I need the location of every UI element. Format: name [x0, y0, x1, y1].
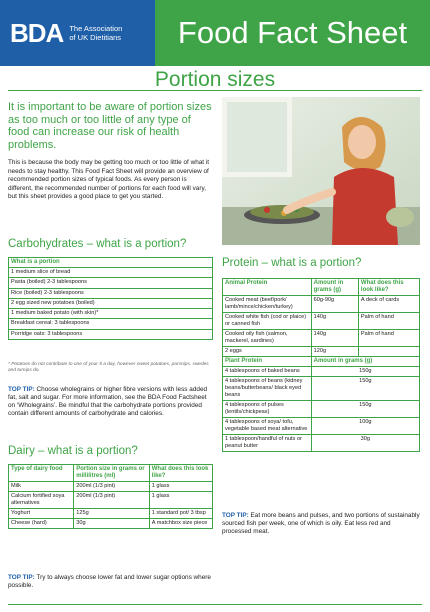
dairy-cell: 1 standard pot/ 3 tbsp: [149, 509, 212, 519]
protein-cell: A deck of cards: [358, 296, 419, 313]
carbs-footnote: * Potatoes do not contribute to one of your 5 a day, however sweet potatoes, parsnips, swedes and turnips do.: [8, 362, 209, 373]
protein-cell: 150g: [311, 377, 419, 401]
protein-header-amount: Amount in grams (g): [311, 279, 358, 296]
protein-cell: 140g: [311, 330, 358, 347]
dairy-cell: Yoghurt: [9, 509, 74, 519]
logo-text: BDA: [10, 17, 64, 48]
protein-cell: 60g-90g: [311, 296, 358, 313]
top-tip-label: TOP TIP:: [8, 574, 35, 581]
body-text: This is because the body may be getting too much or too little of what it needs to stay healthy. This Food Fact Sheet will provide an overview of recommended portion sizes of typical foods. As every person is different, the recommended number of portions for each food will vary, but this sheet provides a good place to get you started.: [8, 159, 210, 200]
carbs-cell: Porridge oats: 3 tablespoons: [9, 329, 213, 339]
top-tip-dairy: [8, 574, 213, 590]
dairy-header-type: Type of dairy food: [9, 465, 74, 482]
top-tip-wholegrains: [8, 386, 213, 418]
protein-cell: Cooked white fish (cod or plaice) or canned fish: [223, 313, 312, 330]
dairy-cell: 200ml (1/3 pint): [74, 482, 149, 492]
table-row: [9, 298, 213, 308]
bda-logo: [0, 0, 155, 66]
table-row: [223, 418, 420, 435]
dairy-cell: Cheese (hard): [9, 519, 74, 529]
dairy-header-portion: Portion size in grams or millilitres (ml): [74, 465, 149, 482]
dairy-header-look: What does this look like?: [149, 465, 212, 482]
carbs-cell: Rice (boiled) 2-3 tablespoons: [9, 288, 213, 298]
header: [0, 0, 430, 66]
dairy-cell: 30g: [74, 519, 149, 529]
protein-cell: Cooked meat (beef/pork/ lamb/mince/chicken/turkey): [223, 296, 312, 313]
carbs-table: [8, 257, 213, 340]
protein-cell: 150g: [311, 401, 419, 418]
cooking-photo: [222, 97, 420, 245]
top-tip-text: Eat more beans and pulses, and two portions of sustainably sourced fish per week, one of which is oily. Eat less red and processed meat.: [222, 512, 420, 535]
table-row: [9, 329, 213, 339]
dairy-cell: 1 glass: [149, 492, 212, 509]
protein-header-plant: Plant Protein: [223, 357, 312, 367]
table-row: [9, 519, 213, 529]
top-tip-text: Choose wholegrains or higher fibre versions with less added fat, salt and sugar. For more information, see the BDA Food Factsheet on ‘Wholegrains’. Be mindful that the carbohydrate portions provided contain different amounts of carbohydrate and calories.: [8, 386, 208, 417]
intro-text: It is important to be aware of portion sizes as too much or too little of any type of food can increase our risk of health problems.: [8, 101, 212, 151]
table-row: [223, 296, 420, 313]
divider: [8, 90, 422, 91]
protein-cell: 140g: [311, 313, 358, 330]
protein-table: [222, 278, 420, 452]
table-row: [9, 288, 213, 298]
footer-divider: [8, 604, 422, 605]
top-tip-protein: [222, 512, 420, 536]
dairy-cell: Calcium fortified soya alternatives: [9, 492, 74, 509]
protein-cell: 1 tablespoon/handful of nuts or peanut butter: [223, 435, 312, 452]
protein-cell: 2 eggs: [223, 347, 312, 357]
plant-protein-header-row: [223, 357, 420, 367]
carbs-heading: Carbohydrates – what is a portion?: [8, 238, 187, 250]
table-row: [223, 377, 420, 401]
carbs-cell: 1 medium slice of bread: [9, 268, 213, 278]
table-row: [9, 268, 213, 278]
logo-subtitle-line-2: of UK Dietitians: [69, 33, 122, 42]
title-bar: [155, 0, 430, 66]
dairy-cell: 200ml (1/3 pint): [74, 492, 149, 509]
top-tip-text: Try to always choose lower fat and lower sugar options where possible.: [8, 574, 211, 589]
page-title: Food Fact Sheet: [177, 15, 408, 50]
carbs-cell: 1 medium baked potato (with skin)*: [9, 309, 213, 319]
protein-cell: Cooked oily fish (salmon, mackerel, sardines): [223, 330, 312, 347]
protein-header-animal: Animal Protein: [223, 279, 312, 296]
table-row: [223, 330, 420, 347]
dairy-cell: 125g: [74, 509, 149, 519]
protein-cell: 4 tablespoons of soya/ tofu, vegetable based meat alternative: [223, 418, 312, 435]
dairy-cell: Milk: [9, 482, 74, 492]
protein-header-look: What does this look like?: [358, 279, 419, 296]
carbs-cell: 2 egg sized new potatoes (boiled): [9, 298, 213, 308]
protein-cell: 120g: [311, 347, 358, 357]
logo-subtitle: [69, 24, 122, 42]
carbs-table-header: What is a portion: [9, 258, 213, 268]
top-tip-label: TOP TIP:: [222, 512, 249, 519]
table-row: [223, 367, 420, 377]
table-row: [9, 492, 213, 509]
table-row: [223, 435, 420, 452]
table-row: [9, 278, 213, 288]
protein-cell: 4 tablespoons of pulses (lentils/chickpeas): [223, 401, 312, 418]
protein-header-plant-amount: Amount in grams (g): [311, 357, 419, 367]
protein-cell: 4 tablespoons of beans (kidney beans/butterbeans/ black eyed beans: [223, 377, 312, 401]
table-row: [9, 319, 213, 329]
protein-cell: [358, 347, 419, 357]
dairy-cell: 1 glass: [149, 482, 212, 492]
table-row: [223, 347, 420, 357]
carbs-cell: Breakfast cereal: 3 tablespoons: [9, 319, 213, 329]
table-row: [9, 309, 213, 319]
section-title: Portion sizes: [154, 68, 276, 91]
table-row: [9, 482, 213, 492]
protein-cell: 4 tablespoons of baked beans: [223, 367, 312, 377]
protein-cell: 100g: [311, 418, 419, 435]
protein-heading: Protein – what is a portion?: [222, 257, 362, 269]
dairy-cell: A matchbox size piece: [149, 519, 212, 529]
table-row: [9, 509, 213, 519]
protein-cell: 30g: [311, 435, 419, 452]
protein-cell: 150g: [311, 367, 419, 377]
protein-cell: Palm of hand: [358, 330, 419, 347]
top-tip-label: TOP TIP:: [8, 386, 35, 393]
protein-cell: Palm of hand: [358, 313, 419, 330]
dairy-heading: Dairy – what is a portion?: [8, 445, 138, 457]
carbs-cell: Pasta (boiled) 2-3 tablespoons: [9, 278, 213, 288]
logo-subtitle-line-1: The Association: [69, 24, 123, 33]
table-row: [223, 313, 420, 330]
dairy-table: [8, 464, 213, 529]
table-row: [223, 401, 420, 418]
